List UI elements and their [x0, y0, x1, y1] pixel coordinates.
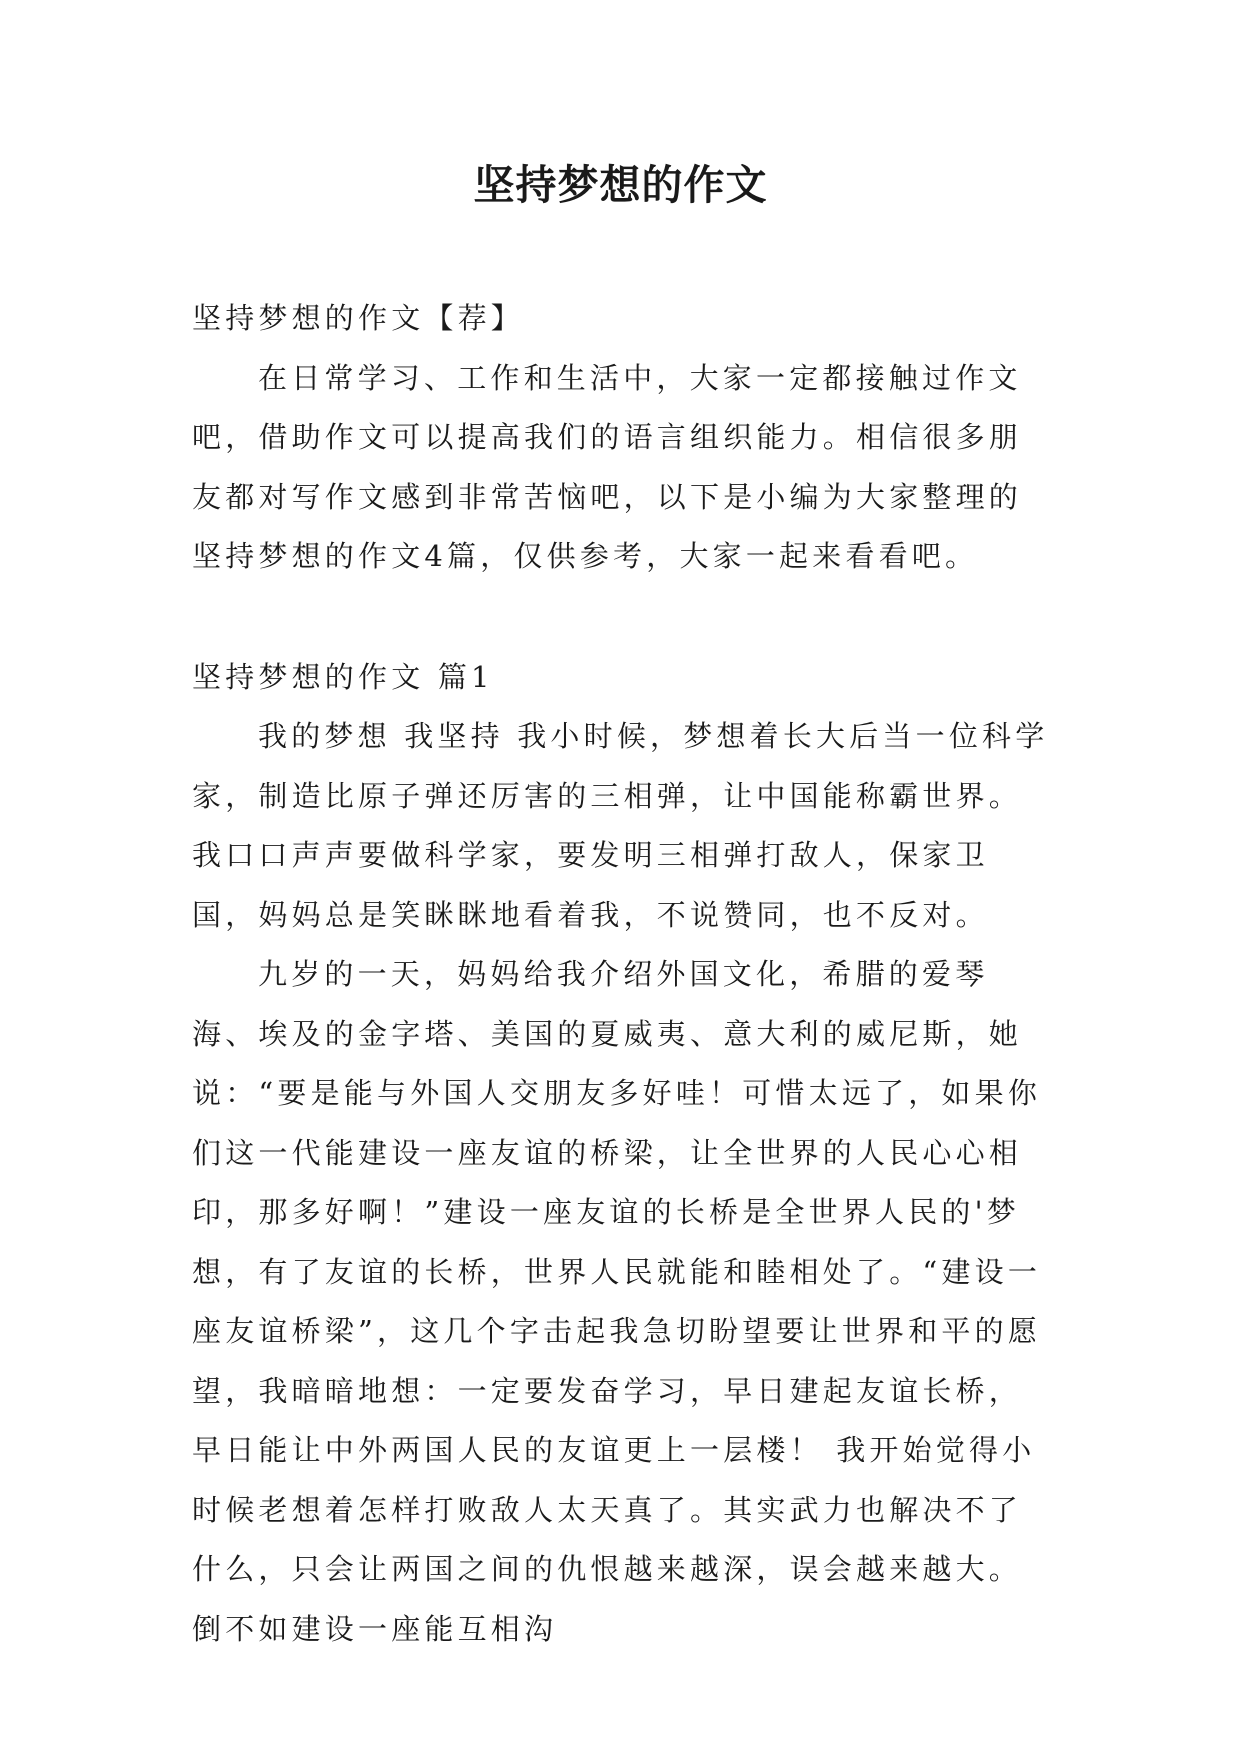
section-paragraph: 我的梦想 我坚持 我小时候，梦想着长大后当一位科学家，制造比原子弹还厉害的三相弹，让中国能称霸世界。我口口声声要做科学家，要发明三相弹打敌人，保家卫国，妈妈总是笑眯眯地看着我，不说赞同，也不反对。 — [192, 719, 1049, 932]
document-body — [192, 289, 1052, 1659]
intro-paragraph: 在日常学习、工作和生活中，大家一定都接触过作文吧，借助作文可以提高我们的语言组织能力。相信很多朋友都对写作文感到非常苦恼吧，以下是小编为大家整理的坚持梦想的作文4篇，仅供参考，大家一起来看看吧。 — [192, 360, 1023, 573]
section-paragraph: 九岁的一天，妈妈给我介绍外国文化，希腊的爱琴海、埃及的金字塔、美国的夏威夷、意大利的威尼斯，她说：“要是能与外国人交朋友多好哇！可惜太远了，如果你们这一代能建设一座友谊的桥梁，让全世界的人民心心相印，那多好啊！”建设一座友谊的长桥是全世界人民的'梦想，有了友谊的长桥，世界人民就能和睦相处了。“建设一座友谊桥梁”，这几个字击起我急切盼望要让世界和平的愿望，我暗暗地想：一定要发奋学习，早日建起友谊长桥，早日能让中外两国人民的友谊更上一层楼！ 我开始觉得小时候老想着怎样打败敌人太天真了。其实武力也解决不了什么，只会让两国之间的仇恨越来越深，误会越来越大。倒不如建设一座能互相沟 — [192, 957, 1042, 1646]
intro-heading: 坚持梦想的作文【荐】 — [192, 301, 525, 335]
document-title: 坚持梦想的作文 — [473, 161, 768, 209]
section-heading: 坚持梦想的作文 篇1 — [192, 659, 494, 694]
section-spacer — [192, 587, 1052, 648]
